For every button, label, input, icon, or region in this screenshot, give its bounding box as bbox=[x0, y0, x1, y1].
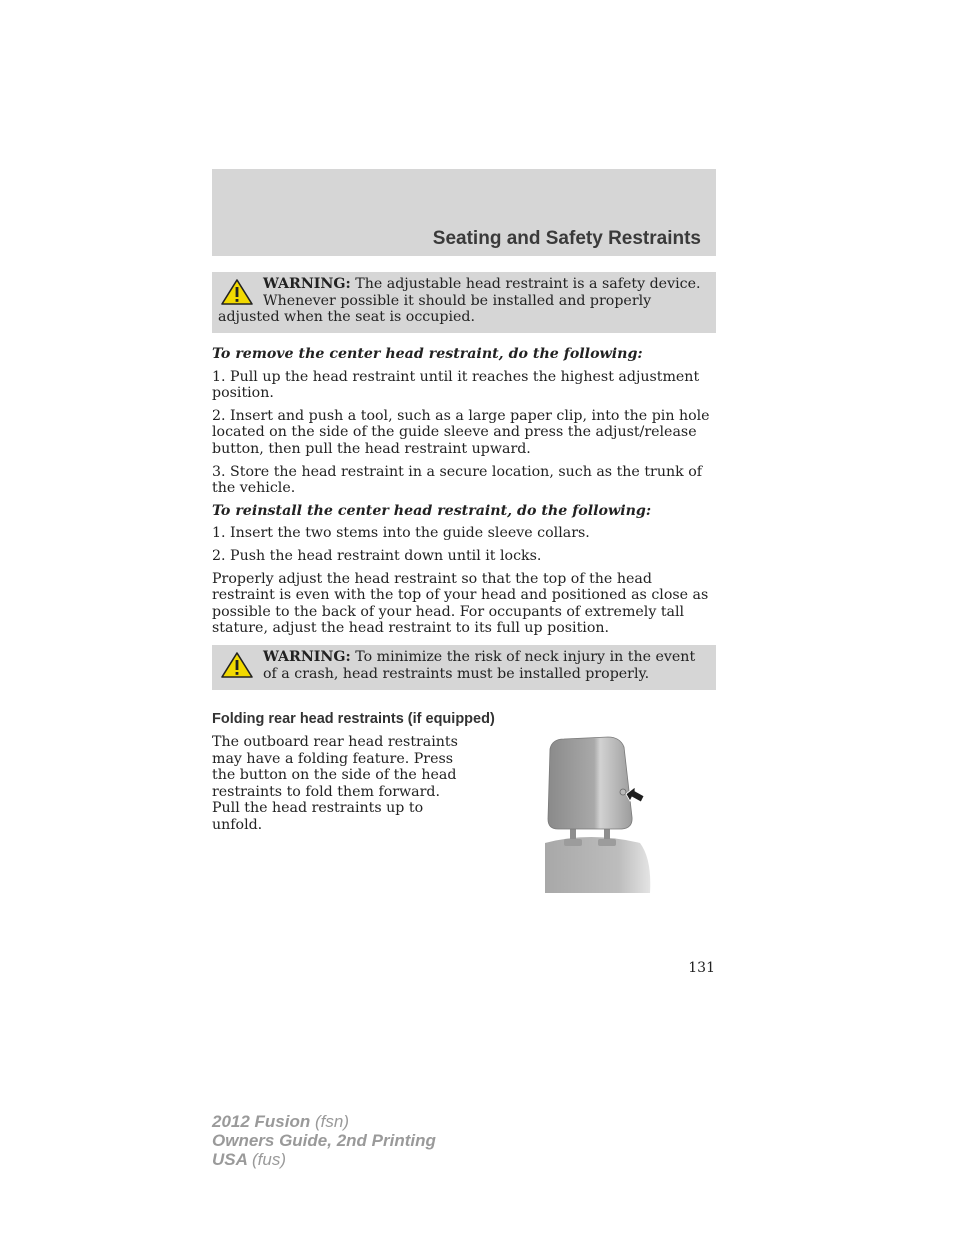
remove-instructions bbox=[212, 346, 716, 637]
section-title: Seating and Safety Restraints bbox=[432, 228, 701, 249]
footer-line-1: 2012 Fusion (fsn) bbox=[212, 1112, 349, 1131]
reinstall-step-1: 1. Insert the two stems into the guide sleeve collars. bbox=[212, 525, 590, 542]
document-footer bbox=[212, 1112, 436, 1169]
head-restraint-illustration bbox=[540, 735, 655, 895]
warning-box-neck-injury bbox=[212, 645, 716, 690]
footer-line-3: USA (fus) bbox=[212, 1150, 286, 1169]
warning-label: WARNING: bbox=[263, 649, 351, 665]
remove-step-1: 1. Pull up the head restraint until it reaches the highest adjustment position. bbox=[212, 368, 700, 402]
folding-text: The outboard rear head restraints may have a folding feature. Press the button on the side of the head restraints to fold them forward. Pull the head restraints up to unfold. bbox=[212, 734, 458, 833]
remove-step-2: 2. Insert and push a tool, such as a large paper clip, into the pin hole located on the side of the guide sleeve and press the adjust/release button, then pull the head restraint upward. bbox=[212, 407, 710, 457]
adjust-paragraph: Properly adjust the head restraint so that the top of the head restraint is even with the top of your head and positioned as close as possible to the back of your head. For occupants of extremely tall stature, adjust the head restraint to its full up position. bbox=[212, 570, 709, 637]
reinstall-lead: To reinstall the center head restraint, do the following: bbox=[212, 502, 652, 519]
warning-triangle-icon bbox=[220, 651, 254, 679]
folding-heading: Folding rear head restraints (if equipped) bbox=[212, 711, 495, 727]
warning-text: To minimize the risk of neck injury in the event of a crash, head restraints must be installed properly. bbox=[263, 649, 696, 682]
section-header-band bbox=[212, 169, 716, 256]
warning-box-head-restraint bbox=[212, 272, 716, 333]
warning-triangle-icon bbox=[220, 278, 254, 306]
footer-line-2: Owners Guide, 2nd Printing bbox=[212, 1131, 436, 1150]
remove-step-3: 3. Store the head restraint in a secure location, such as the trunk of the vehicle. bbox=[212, 463, 702, 497]
page-number: 131 bbox=[688, 960, 715, 976]
reinstall-step-2: 2. Push the head restraint down until it locks. bbox=[212, 547, 542, 564]
warning-text: The adjustable head restraint is a safety device. Whenever possible it should be installed and properly adjusted when the seat is occupied. bbox=[218, 276, 701, 326]
remove-lead: To remove the center head restraint, do the following: bbox=[212, 346, 643, 362]
warning-label: WARNING: bbox=[263, 276, 351, 292]
